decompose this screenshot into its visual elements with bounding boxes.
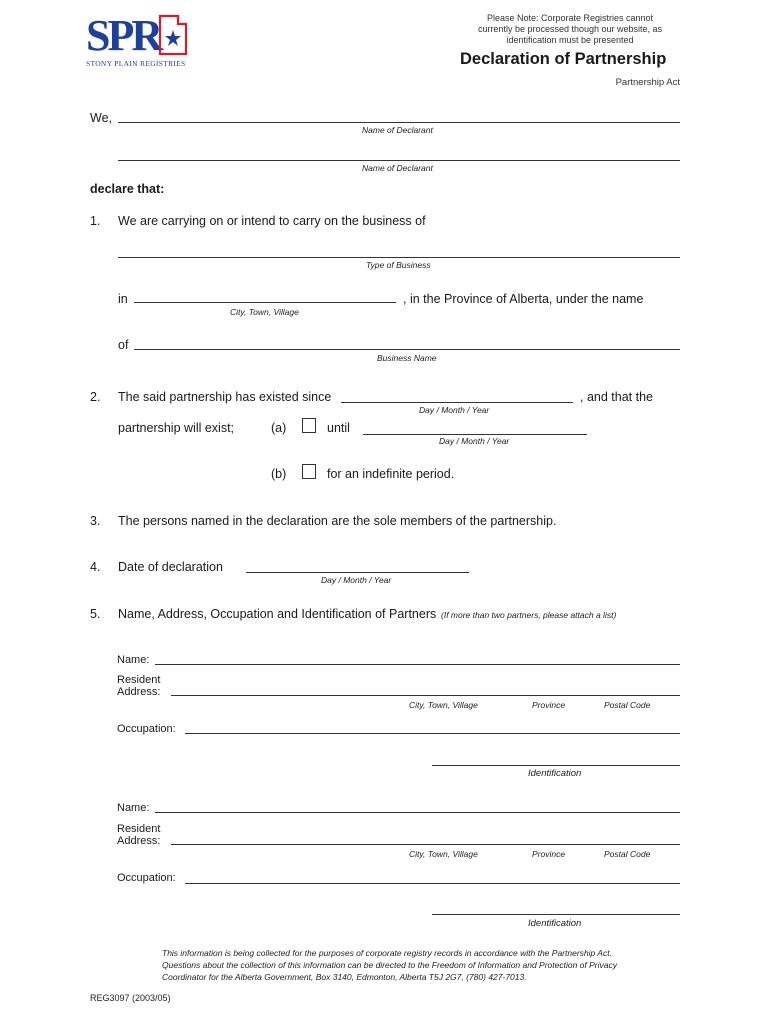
partner-2-occupation-label: Occupation: [117, 872, 176, 884]
partner-2-occupation-field[interactable] [185, 883, 680, 884]
partner-2-city-caption: City, Town, Village [409, 849, 478, 859]
indefinite-text: for an indefinite period. [327, 467, 455, 481]
we-label: We, [90, 111, 112, 125]
and-that-the-text: , and that the [580, 390, 653, 404]
type-of-business-caption: Type of Business [366, 260, 431, 270]
declaration-date-caption: Day / Month / Year [321, 575, 392, 585]
item-1-number: 1. [90, 214, 101, 228]
item-5-note: (If more than two partners, please attach a list) [441, 610, 617, 620]
partner-1-province-caption: Province [532, 700, 566, 710]
logo-subtext: STONY PLAIN REGISTRIES [86, 59, 186, 68]
partner-1-resident-label: Resident [117, 674, 161, 686]
until-label: until [327, 421, 350, 435]
partner-2-identification-caption: Identification [528, 918, 582, 929]
item-5-text: Name, Address, Occupation and Identification of Partners [118, 607, 437, 621]
item-1-text: We are carrying on or intend to carry on the business of [118, 214, 426, 228]
partner-1-occupation-field[interactable] [185, 733, 680, 734]
partner-2-postal-caption: Postal Code [604, 849, 651, 859]
until-date-field[interactable] [363, 434, 587, 435]
privacy-notice: This information is being collected for the purposes of corporate registry records in accordance with the Partnership Act. Questions about the collection of this information can be directed to the Freedom of Information and Protection of Privacy Coordinator for the Alberta Government, Box 3140, Edmonton, Alberta T5J 2G7, (780) 427-7013. [162, 948, 617, 982]
item-3-number: 3. [90, 514, 101, 528]
declare-that-heading: declare that: [90, 182, 165, 196]
option-b-label: (b) [271, 467, 287, 481]
option-a-checkbox[interactable] [302, 418, 316, 433]
business-name-caption: Business Name [377, 353, 437, 363]
item-4-number: 4. [90, 560, 101, 574]
declaration-date-field[interactable] [246, 572, 469, 573]
in-label: in [118, 292, 128, 306]
declarant-2-field[interactable] [118, 160, 680, 161]
partner-1-postal-caption: Postal Code [604, 700, 651, 710]
city-caption: City, Town, Village [230, 307, 299, 317]
partner-1-address-label: Address: [117, 686, 161, 698]
page-title: Declaration of Partnership [460, 50, 667, 68]
form-id: REG3097 (2003/05) [90, 993, 171, 1003]
partner-1-address-field[interactable] [171, 695, 680, 696]
partnership-will-exist-text: partnership will exist; [118, 421, 235, 435]
partner-2-name-label: Name: [117, 802, 150, 814]
partner-2-resident-label: Resident [117, 823, 161, 835]
city-field[interactable] [134, 302, 396, 303]
partner-2-address-label: Address: [117, 835, 161, 847]
partner-2-province-caption: Province [532, 849, 566, 859]
option-a-label: (a) [271, 421, 287, 435]
business-name-field[interactable] [134, 349, 680, 350]
item-2-text: The said partnership has existed since [118, 390, 332, 404]
partner-2-name-field[interactable] [155, 812, 680, 813]
item-2-number: 2. [90, 390, 101, 404]
partner-1-city-caption: City, Town, Village [409, 700, 478, 710]
declarant-1-field[interactable] [118, 122, 680, 123]
spr-logo [86, 10, 192, 70]
existed-since-field[interactable] [341, 402, 573, 403]
partner-1-identification-field[interactable] [432, 765, 680, 766]
partner-1-identification-caption: Identification [528, 768, 582, 779]
type-of-business-field[interactable] [118, 257, 680, 258]
item-4-text: Date of declaration [118, 560, 223, 574]
declarant-1-caption: Name of Declarant [362, 125, 433, 135]
logo-letters: SPR [86, 11, 161, 60]
in-province-text: , in the Province of Alberta, under the name [403, 292, 644, 306]
option-b-checkbox[interactable] [302, 464, 316, 479]
until-date-caption: Day / Month / Year [439, 436, 510, 446]
partner-1-name-label: Name: [117, 654, 150, 666]
item-3-text: The persons named in the declaration are the sole members of the partnership. [118, 514, 557, 528]
notice-text: Please Note: Corporate Registries cannot currently be processed though our website, as identification must be presented [477, 13, 663, 45]
existed-since-caption: Day / Month / Year [419, 405, 490, 415]
of-label: of [118, 338, 129, 352]
partner-1-occupation-label: Occupation: [117, 723, 176, 735]
partner-2-identification-field[interactable] [432, 914, 680, 915]
partner-1-name-field[interactable] [155, 664, 680, 665]
declarant-2-caption: Name of Declarant [362, 163, 433, 173]
page-subtitle: Partnership Act [615, 77, 680, 88]
item-5-number: 5. [90, 607, 101, 621]
partner-2-address-field[interactable] [171, 844, 680, 845]
